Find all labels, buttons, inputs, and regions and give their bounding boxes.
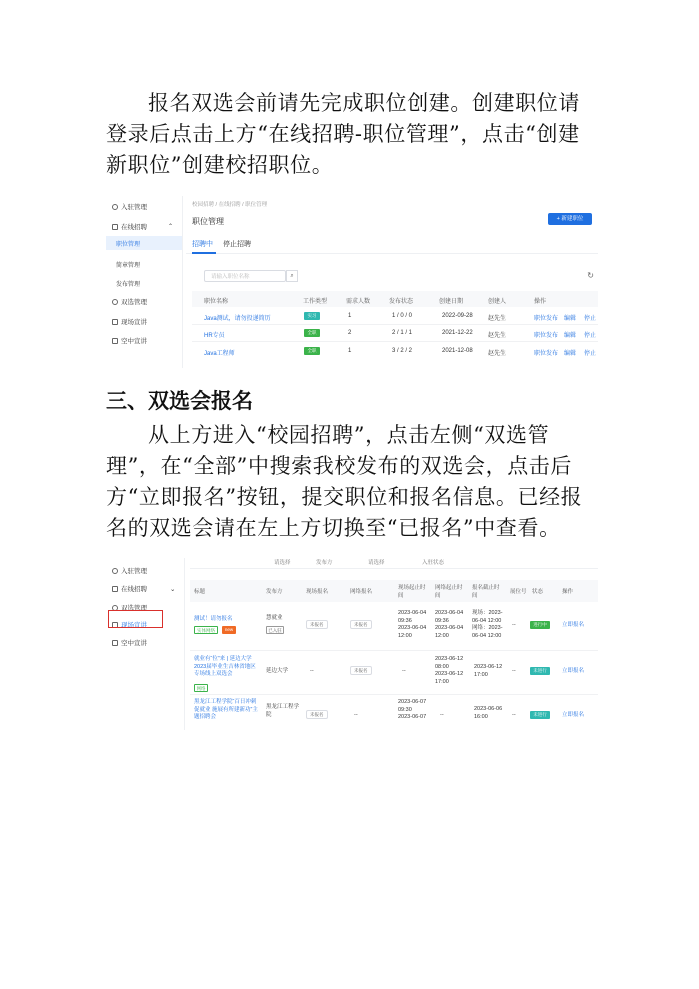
column-header: 需求人数: [346, 299, 371, 305]
column-header: 创建日期: [439, 299, 464, 305]
stop-link[interactable]: 停止: [584, 351, 597, 357]
sidebar-item-online-recruit[interactable]: 在线招聘 ⌄: [112, 584, 175, 593]
deadline: 2023-06-06 16:00: [474, 706, 503, 720]
refresh-icon[interactable]: ↻: [587, 271, 594, 280]
mode-tag: 网络: [194, 684, 208, 692]
screenshot-job-management: [106, 196, 598, 368]
new-badge: new: [222, 626, 236, 634]
divider: [190, 568, 598, 569]
video-icon: [112, 640, 118, 646]
onsite-status: 未报名: [306, 620, 328, 629]
deadline: 2023-06-12 17:00: [474, 664, 503, 678]
job-name-link[interactable]: Java测试，请勿投递简历: [204, 316, 271, 322]
onsite-time: 2023-06-04 09:36 2023-06-04 12:00: [398, 610, 427, 639]
publish-link[interactable]: 职位发布: [534, 333, 559, 339]
main-panel: [186, 196, 598, 368]
edit-link[interactable]: 编辑: [564, 333, 577, 339]
column-header: 现场起止时间: [398, 585, 426, 599]
online-time: 2023-06-04 09:36 2023-06-04 12:00: [435, 610, 464, 639]
row-divider: [192, 341, 598, 342]
publish-link[interactable]: 职位发布: [534, 351, 559, 357]
job-count: 1: [348, 348, 352, 354]
paragraph-1: 报名双选会前请先完成职位创建。创建职位请登录后点击上方“在线招聘-职位管理”，点击“创建新职位”创建校招职位。: [106, 91, 580, 177]
edit-link[interactable]: 编辑: [564, 316, 577, 322]
tab-stopped[interactable]: 停止招聘: [223, 241, 251, 248]
job-type-tag: 全职: [304, 347, 320, 355]
sidebar: [106, 558, 185, 730]
job-type-tag: 实习: [304, 312, 320, 320]
job-name-link[interactable]: Java工程师: [204, 351, 235, 357]
stop-link[interactable]: 停止: [584, 316, 597, 322]
booth: --: [512, 712, 516, 718]
section-heading: 三、双选会报名: [106, 389, 253, 413]
edit-icon: [112, 319, 118, 325]
sidebar-item-publish[interactable]: 发布管理: [116, 282, 141, 288]
job-date: 2021-12-22: [442, 330, 473, 336]
chevron-down-icon: ⌄: [170, 585, 176, 593]
column-header: 网络起止时间: [435, 585, 463, 599]
fair-status: 进行中: [530, 621, 550, 629]
fair-org: 黑龙江工程学院: [266, 704, 300, 718]
column-header: 操作: [534, 299, 547, 305]
column-header: 职位名称: [204, 299, 229, 305]
publish-link[interactable]: 职位发布: [534, 316, 559, 322]
stop-link[interactable]: 停止: [584, 333, 597, 339]
onsite-status: 未报名: [306, 710, 328, 719]
register-link[interactable]: 立即报名: [562, 622, 585, 628]
online-status: 未报名: [350, 620, 372, 629]
main-panel: [190, 558, 598, 730]
register-link[interactable]: 立即报名: [562, 712, 585, 718]
fair-title-link[interactable]: 黑龙江工程学院“百日冲刺促就业 施展有所建新功”主题招聘会: [194, 699, 258, 720]
booth: --: [512, 668, 516, 674]
column-header: 发布状态: [389, 299, 414, 305]
mode-tag: 实体网络: [194, 626, 218, 634]
page-title: 职位管理: [192, 217, 224, 226]
search-input[interactable]: 请输入职位名称: [204, 270, 286, 282]
onsite-time: 2023-06-07 09:30 2023-06-07: [398, 699, 427, 720]
org-tag: 已入驻: [266, 626, 284, 634]
sidebar-item-air-talk[interactable]: 空中宣讲: [112, 638, 147, 647]
online-time: 2023-06-12 08:00 2023-06-12 17:00: [435, 656, 464, 685]
job-count: 2: [348, 330, 352, 336]
highlight-box: [108, 610, 163, 628]
sidebar: [106, 196, 183, 368]
row-divider: [192, 324, 598, 325]
tab-divider: [186, 253, 598, 254]
sidebar-item-entry[interactable]: 入驻管理: [112, 566, 147, 575]
job-creator: 赵先生: [488, 351, 507, 357]
onsite-status: --: [310, 668, 314, 674]
sidebar-item-onsite-talk[interactable]: 现场宣讲: [112, 620, 147, 629]
job-date: 2022-09-28: [442, 313, 473, 319]
register-link[interactable]: 立即报名: [562, 668, 585, 674]
screenshot-job-fair: [106, 558, 598, 730]
video-icon: [112, 338, 118, 344]
column-header: 展位号: [510, 589, 527, 595]
sidebar-item-online-recruit[interactable]: 在线招聘 ⌃: [112, 222, 173, 231]
filter-select[interactable]: 请选择: [274, 560, 291, 566]
column-header: 网络报名: [350, 589, 373, 595]
column-header: 操作: [562, 589, 574, 595]
fair-status: 未进行: [530, 711, 550, 719]
recruit-icon: [112, 586, 118, 592]
column-header: 状态: [532, 589, 544, 595]
job-name-link[interactable]: HR专员: [204, 333, 225, 339]
sidebar-item-entry[interactable]: 入驻管理: [112, 202, 147, 211]
job-type-tag: 全职: [304, 329, 320, 337]
fair-status: 未进行: [530, 667, 550, 675]
online-status: 未报名: [350, 666, 372, 675]
job-status: 3 / 2 / 2: [392, 348, 413, 354]
fair-org: 慧就业: [266, 615, 283, 621]
job-status: 1 / 0 / 0: [392, 313, 413, 319]
paragraph-2: 从上方进入“校园招聘”，点击左侧“双选管理”，在“全部”中搜索我校发布的双选会，点击后方“立即报名”按钮，提交职位和报名信息。已经报名的双选会请在左上方切换至“已报名”中查看。: [106, 423, 583, 540]
job-creator: 赵先生: [488, 333, 507, 339]
online-time: --: [440, 712, 444, 718]
onsite-time: --: [402, 668, 406, 674]
job-count: 1: [348, 313, 352, 319]
column-header: 创建人: [488, 299, 507, 305]
row-divider: [190, 694, 598, 695]
entry-icon: [112, 204, 118, 210]
entry-icon: [112, 568, 118, 574]
search-icon[interactable]: ⌕: [286, 270, 298, 282]
breadcrumb: 校园招聘 / 在线招聘 / 职位管理: [192, 202, 268, 208]
sidebar-item-job-fair[interactable]: 双选管理: [112, 297, 147, 306]
column-header: 报名截止时间: [472, 585, 500, 599]
edit-link[interactable]: 编辑: [564, 351, 577, 357]
sidebar-item-job-fair[interactable]: 双选管理: [112, 603, 147, 612]
online-status: --: [354, 712, 358, 718]
fair-title-link[interactable]: 测试！请勿报名: [194, 616, 233, 622]
filter-select[interactable]: 发布方: [316, 560, 333, 566]
sidebar-item-air-talk[interactable]: 空中宣讲: [112, 336, 147, 345]
tab-recruiting[interactable]: 招聘中: [192, 241, 213, 248]
column-header: 发布方: [266, 589, 283, 595]
filter-select[interactable]: 入驻状态: [422, 560, 445, 566]
tab-indicator: [192, 252, 216, 254]
chevron-up-icon: ⌃: [168, 224, 174, 230]
booth: --: [512, 622, 516, 628]
new-job-button[interactable]: + 新建职位: [548, 213, 592, 225]
column-header: 现场报名: [306, 589, 329, 595]
row-divider: [190, 650, 598, 651]
job-date: 2021-12-08: [442, 348, 473, 354]
fair-title-link[interactable]: 就业有“位”来 | 延边大学2023届毕业生吉林省地区专场线上双选会: [194, 656, 256, 677]
sidebar-item-job-management[interactable]: 职位管理: [106, 236, 182, 250]
job-creator: 赵先生: [488, 316, 507, 322]
sidebar-item-onsite-talk[interactable]: 现场宣讲: [112, 317, 147, 326]
column-header: 工作类型: [303, 299, 328, 305]
fair-org: 延边大学: [266, 668, 289, 674]
recruit-icon: [112, 224, 118, 230]
filter-select[interactable]: 请选择: [368, 560, 385, 566]
job-status: 2 / 1 / 1: [392, 330, 413, 336]
fair-icon: [112, 299, 118, 305]
sidebar-item-brochure[interactable]: 简章管理: [116, 263, 141, 269]
column-header: 标题: [194, 589, 206, 595]
deadline: 现场：2023-06-04 12:00 网络：2023-06-04 12:00: [472, 610, 503, 639]
